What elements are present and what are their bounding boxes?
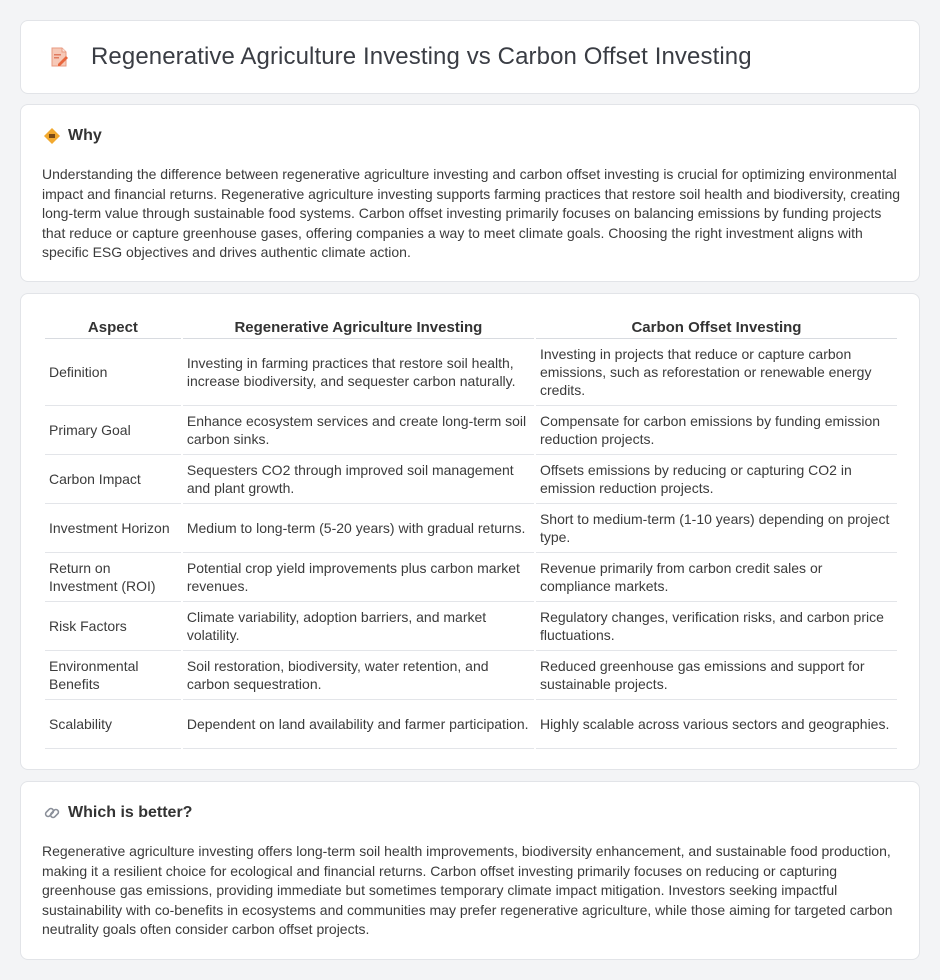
why-heading: Why bbox=[68, 127, 102, 144]
better-heading: Which is better? bbox=[68, 804, 193, 821]
cell-aspect: Carbon Impact bbox=[45, 455, 181, 504]
cell-regen: Potential crop yield improvements plus carbon market revenues. bbox=[183, 553, 534, 602]
page-title: Regenerative Agriculture Investing vs Carbon Offset Investing bbox=[91, 43, 752, 70]
cell-aspect: Return on Investment (ROI) bbox=[45, 553, 181, 602]
which-is-better-section bbox=[20, 781, 920, 960]
header-aspect: Aspect bbox=[45, 315, 181, 339]
cell-aspect: Environmental Benefits bbox=[45, 651, 181, 700]
comparison-table bbox=[43, 315, 899, 749]
table-row bbox=[45, 651, 897, 700]
cell-carbon: Offsets emissions by reducing or capturing CO2 in emission reduction projects. bbox=[536, 455, 897, 504]
cell-regen: Investing in farming practices that restore soil health, increase biodiversity, and sequester carbon naturally. bbox=[183, 339, 534, 406]
table-row bbox=[45, 553, 897, 602]
why-text: Understanding the difference between regenerative agriculture investing and carbon offset investing is crucial for optimizing environmental impact and financial returns. Regenerative agriculture investing supports farming practices that restore soil health and biodiversity, creating long-term value through sustainable food systems. Carbon offset investing primarily focuses on balancing emissions by funding projects that reduce or capture greenhouse gases, offering companies a way to meet climate goals. Choosing the right investment aligns with specific ESG objectives and drives authentic climate action. bbox=[42, 166, 901, 260]
cell-aspect: Scalability bbox=[45, 700, 181, 749]
cell-aspect: Definition bbox=[45, 339, 181, 406]
cell-regen: Enhance ecosystem services and create long-term soil carbon sinks. bbox=[183, 406, 534, 455]
cell-carbon: Short to medium-term (1-10 years) depending on project type. bbox=[536, 504, 897, 553]
document-edit-icon bbox=[47, 45, 71, 69]
diamond-sign-icon bbox=[43, 127, 61, 145]
header-regen: Regenerative Agriculture Investing bbox=[183, 315, 534, 339]
cell-carbon: Reduced greenhouse gas emissions and support for sustainable projects. bbox=[536, 651, 897, 700]
title-card bbox=[20, 20, 920, 94]
table-row bbox=[45, 455, 897, 504]
table-row bbox=[45, 504, 897, 553]
cell-regen: Climate variability, adoption barriers, and market volatility. bbox=[183, 602, 534, 651]
comparison-card bbox=[20, 293, 920, 770]
header-carbon: Carbon Offset Investing bbox=[536, 315, 897, 339]
cell-carbon: Investing in projects that reduce or capture carbon emissions, such as reforestation or renewable energy credits. bbox=[536, 339, 897, 406]
link-icon bbox=[43, 804, 61, 822]
table-row bbox=[45, 700, 897, 749]
table-row bbox=[45, 339, 897, 406]
better-text: Regenerative agriculture investing offers long-term soil health improvements, biodiversity enhancement, and sustainable food production, making it a resilient choice for ecological and financial returns. Carbon offset investing primarily focuses on reducing or capturing greenhouse gas emissions, providing immediate but sometimes temporary climate impact mitigation. Investors seeking impactful sustainability with co-benefits in ecosystems and communities may prefer regenerative agriculture, while those aiming for targeted carbon neutrality goals often consider carbon offset projects. bbox=[42, 843, 893, 937]
cell-aspect: Primary Goal bbox=[45, 406, 181, 455]
cell-regen: Medium to long-term (5-20 years) with gradual returns. bbox=[183, 504, 534, 553]
table-header-row bbox=[45, 315, 897, 339]
cell-regen: Sequesters CO2 through improved soil management and plant growth. bbox=[183, 455, 534, 504]
cell-carbon: Highly scalable across various sectors and geographies. bbox=[536, 700, 897, 749]
cell-aspect: Investment Horizon bbox=[45, 504, 181, 553]
table-row bbox=[45, 602, 897, 651]
why-section bbox=[20, 104, 920, 282]
cell-aspect: Risk Factors bbox=[45, 602, 181, 651]
cell-carbon: Revenue primarily from carbon credit sales or compliance markets. bbox=[536, 553, 897, 602]
cell-carbon: Compensate for carbon emissions by funding emission reduction projects. bbox=[536, 406, 897, 455]
cell-carbon: Regulatory changes, verification risks, and carbon price fluctuations. bbox=[536, 602, 897, 651]
cell-regen: Soil restoration, biodiversity, water retention, and carbon sequestration. bbox=[183, 651, 534, 700]
table-row bbox=[45, 406, 897, 455]
cell-regen: Dependent on land availability and farmer participation. bbox=[183, 700, 534, 749]
